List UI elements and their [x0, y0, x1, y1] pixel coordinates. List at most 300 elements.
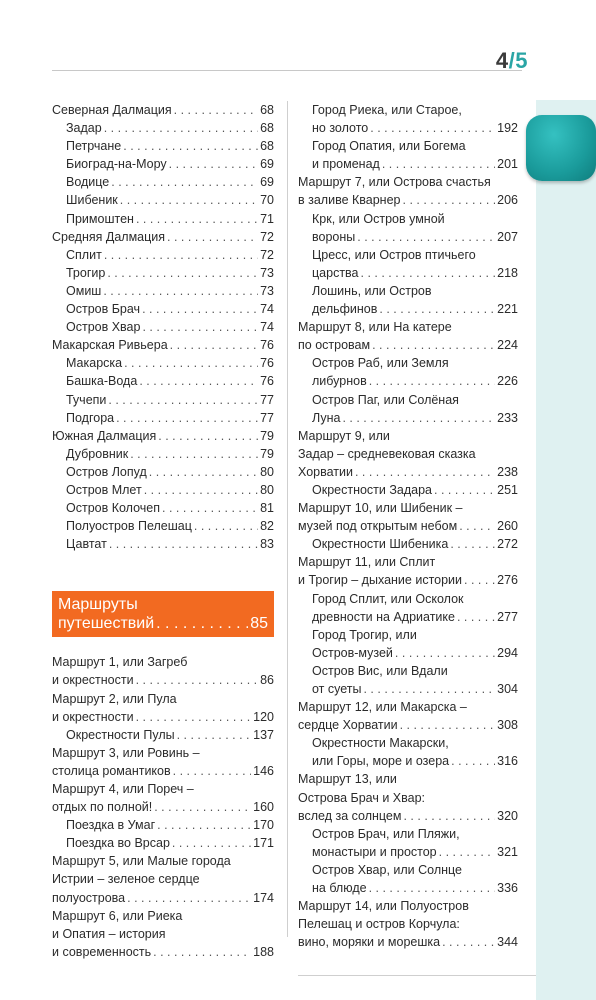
- toc-leader-dots: [120, 191, 258, 209]
- toc-entry-row: [298, 571, 518, 589]
- toc-entry-page: 238: [497, 464, 518, 479]
- toc-entry-row: [298, 372, 518, 390]
- toc-leader-dots: [104, 246, 258, 264]
- toc-entry-line: Остров Раб, или Земля: [312, 356, 449, 371]
- toc-entry-title: от суеты: [312, 682, 362, 696]
- toc-entry-page: 80: [260, 482, 274, 497]
- toc-leader-dots: [136, 671, 259, 689]
- toc-leader-dots: [154, 798, 251, 816]
- toc-entry-title: Петрчане: [66, 139, 122, 154]
- toc-entry-page: 321: [497, 844, 518, 859]
- toc-entry-title: и Трогир – дыхание истории: [298, 573, 463, 588]
- toc-entry-line: Город Сплит, или Осколок: [312, 591, 464, 606]
- toc-entry[interactable]: [52, 119, 274, 137]
- toc-entry-page: 70: [260, 193, 274, 208]
- toc-entry[interactable]: [298, 173, 518, 209]
- toc-entry[interactable]: [52, 246, 274, 264]
- toc-leader-dots: [173, 762, 252, 780]
- toc-entry-row: [298, 300, 518, 318]
- toc-entry-page: 276: [497, 573, 518, 588]
- section-title-line1: Маршруты: [58, 596, 138, 614]
- toc-entry-row: [298, 752, 518, 770]
- toc-leader-dots: [170, 336, 258, 354]
- toc-entry-row: [298, 933, 518, 951]
- toc-entry[interactable]: [298, 210, 518, 246]
- toc-entry-line: Маршрут 9, или: [298, 428, 390, 443]
- toc-leader-dots: [158, 427, 258, 445]
- toc-leader-dots: [144, 481, 258, 499]
- toc-leader-dots: [169, 155, 258, 173]
- toc-leader-dots: [403, 191, 496, 209]
- toc-entry-row: [298, 517, 518, 535]
- toc-entry-page: 277: [497, 609, 518, 624]
- toc-entry[interactable]: [298, 535, 518, 553]
- toc-entry-title: Примоштен: [66, 211, 134, 226]
- toc-entry-title: музей под открытым небом: [298, 519, 458, 534]
- toc-entry-title: Сплит: [66, 247, 102, 262]
- toc-entry[interactable]: [298, 698, 518, 734]
- toc-entry[interactable]: [52, 445, 274, 463]
- toc-entry-row: [298, 119, 518, 137]
- toc-entry-title: и окрестности: [52, 709, 134, 724]
- toc-entry[interactable]: [298, 318, 518, 354]
- toc-entry[interactable]: [52, 744, 274, 780]
- toc-entry-page: 201: [497, 157, 518, 172]
- toc-entry-title: Южная Далмация: [52, 428, 157, 443]
- toc-leader-dots: [127, 889, 251, 907]
- toc-entry[interactable]: [298, 481, 518, 499]
- toc-entry-page: 170: [253, 818, 274, 833]
- toc-entry[interactable]: [298, 282, 518, 318]
- toc-entry[interactable]: [52, 816, 274, 834]
- toc-entry-line: Маршрут 12, или Макарска –: [298, 700, 467, 715]
- toc-entry-line: Маршрут 2, или Пула: [52, 691, 177, 706]
- toc-entry-title: Остров Брач: [66, 302, 141, 317]
- toc-entry-page: 272: [497, 537, 518, 552]
- toc-entry-line: Маршрут 14, или Полуостров: [298, 899, 469, 914]
- toc-entry[interactable]: [52, 780, 274, 816]
- toc-entry-title: и окрестности: [52, 673, 134, 688]
- toc-leader-dots: [451, 752, 495, 770]
- toc-entry-title: по островам: [298, 338, 371, 353]
- toc-leader-dots: [369, 879, 496, 897]
- toc-entry-title: Остров Млет: [66, 482, 142, 497]
- toc-entry-page: 146: [253, 763, 274, 778]
- toc-entry[interactable]: [298, 137, 518, 173]
- toc-right-column: [298, 101, 518, 951]
- toc-entry-title: Окрестности Пулы: [66, 727, 175, 742]
- toc-entry-row: [298, 463, 518, 481]
- toc-leader-dots: [162, 499, 258, 517]
- toc-entry-line: Маршрут 7, или Острова счастья: [298, 175, 491, 190]
- toc-entry[interactable]: [52, 690, 274, 726]
- toc-entry-line: Пелешац и остров Корчула:: [298, 917, 460, 932]
- toc-entry-title: и променад: [312, 157, 380, 172]
- toc-entry-line: Задар – средневековая сказка: [298, 446, 476, 461]
- toc-entry-title: полуострова: [52, 890, 126, 905]
- toc-entry-line: Острова Брач и Хвар:: [298, 790, 426, 805]
- toc-entry-page: 174: [253, 890, 274, 905]
- toc-entry-page: 72: [260, 229, 274, 244]
- toc-entry-page: 218: [497, 265, 518, 280]
- toc-leader-dots: [103, 282, 258, 300]
- toc-entry-page: 86: [260, 673, 274, 688]
- toc-entry[interactable]: [52, 372, 274, 390]
- toc-entry[interactable]: [298, 626, 518, 662]
- toc-entry-line: Остров Вис, или Вдали: [312, 663, 448, 678]
- toc-entry-line: Окрестности Макарски,: [312, 736, 449, 751]
- toc-entry[interactable]: [298, 825, 518, 861]
- toc-entry-page: 80: [260, 464, 274, 479]
- toc-entry-title: Макарска: [66, 356, 123, 371]
- toc-entry[interactable]: [52, 517, 274, 535]
- toc-entry-row: [52, 671, 274, 689]
- toc-entry-row: [298, 716, 518, 734]
- toc-leader-dots: [136, 708, 252, 726]
- toc-entry[interactable]: [52, 318, 274, 336]
- toc-entry-page: 336: [497, 881, 518, 896]
- toc-entry[interactable]: [52, 852, 274, 906]
- toc-leader-dots: [142, 318, 258, 336]
- toc-entry-page: 251: [497, 482, 518, 497]
- toc-entry-page: 77: [260, 410, 274, 425]
- toc-entry-title: либурнов: [312, 374, 367, 389]
- toc-entry[interactable]: [52, 191, 274, 209]
- toc-entry[interactable]: [298, 734, 518, 770]
- toc-entry-page: 224: [497, 338, 518, 353]
- toc-entry-page: 69: [260, 175, 274, 190]
- toc-entry-title: Омиш: [66, 283, 102, 298]
- toc-entry[interactable]: [298, 499, 518, 535]
- chapter-tab-button[interactable]: [526, 115, 596, 181]
- toc-leader-dots: [123, 137, 258, 155]
- toc-entry[interactable]: [52, 101, 274, 119]
- toc-entry-title: Поездка в Умаг: [66, 818, 156, 833]
- toc-entry-page: 83: [260, 537, 274, 552]
- toc-entry[interactable]: [52, 300, 274, 318]
- toc-entry-line: Маршрут 13, или: [298, 772, 397, 787]
- toc-entry-page: 192: [497, 121, 518, 136]
- toc-entry[interactable]: [52, 282, 274, 300]
- toc-entry-row: [298, 608, 518, 626]
- toc-entry-row: [52, 726, 274, 744]
- toc-leader-dots: [107, 264, 258, 282]
- toc-entry-line: Маршрут 6, или Риека: [52, 908, 183, 923]
- toc-entry-title: Шибеник: [66, 193, 118, 208]
- toc-leader-dots: [172, 834, 251, 852]
- toc-entry-row: [298, 644, 518, 662]
- toc-leader-dots: [400, 716, 496, 734]
- toc-leader-dots: [124, 354, 258, 372]
- toc-entry-page: 188: [253, 944, 274, 959]
- toc-leader-dots: [167, 228, 258, 246]
- toc-entry[interactable]: [298, 427, 518, 481]
- toc-entry[interactable]: [52, 834, 274, 852]
- toc-entry-title: вслед за солнцем: [298, 808, 402, 823]
- toc-leader-dots: [459, 517, 495, 535]
- toc-entry-title: в заливе Кварнер: [298, 193, 401, 208]
- toc-entry-row: [298, 228, 518, 246]
- toc-entry[interactable]: [298, 553, 518, 589]
- toc-entry-title: Биоград-на-Мору: [66, 157, 167, 172]
- toc-leader-dots: [403, 807, 495, 825]
- toc-entry[interactable]: [298, 101, 518, 137]
- toc-entry[interactable]: [298, 662, 518, 698]
- toc-leader-dots: [174, 101, 258, 119]
- toc-entry[interactable]: [52, 137, 274, 155]
- toc-entry-page: 79: [260, 428, 274, 443]
- toc-entry-line: Остров Брач, или Пляжи,: [312, 826, 460, 841]
- toc-entry-page: 294: [497, 645, 518, 660]
- toc-entry-line: Остров Хвар, или Солнце: [312, 862, 463, 877]
- toc-entry-row: [298, 879, 518, 897]
- toc-entry[interactable]: [298, 770, 518, 824]
- toc-leader-dots: [370, 119, 495, 137]
- toc-entry-title: Хорватии: [298, 464, 353, 479]
- toc-entry-title: монастыри и простор: [312, 844, 437, 859]
- toc-entry-line: Истрии – зеленое сердце: [52, 872, 200, 887]
- toc-entry-title: Задар: [66, 121, 102, 136]
- toc-entry-row: [52, 798, 274, 816]
- toc-entry[interactable]: [298, 897, 518, 951]
- toc-entry-page: 320: [497, 808, 518, 823]
- toc-entry-page: 74: [260, 320, 274, 335]
- toc-leader-dots: [439, 843, 496, 861]
- toc-entry[interactable]: [52, 653, 274, 689]
- toc-entry-row: [52, 708, 274, 726]
- toc-leader-dots: [104, 119, 258, 137]
- toc-entry-page: 344: [497, 935, 518, 950]
- section-title-line2: путешествий: [58, 615, 155, 633]
- toc-entry[interactable]: [52, 354, 274, 372]
- toc-entry-row: [52, 834, 274, 852]
- toc-leader-dots: [363, 680, 495, 698]
- toc-entry-title: но золото: [312, 121, 369, 136]
- toc-entry[interactable]: [52, 481, 274, 499]
- toc-entry-page: 74: [260, 302, 274, 317]
- toc-entry-title: Северная Далмация: [52, 103, 172, 117]
- section-page: 85: [250, 615, 268, 633]
- toc-entry-page: 79: [260, 446, 274, 461]
- toc-entry-title: Окрестности Шибеника: [312, 537, 449, 552]
- toc-entry-line: Маршрут 4, или Пореч –: [52, 782, 194, 796]
- toc-entry-title: или Горы, море и озера: [312, 754, 450, 769]
- toc-entry-row: [298, 680, 518, 698]
- toc-entry-row: [298, 155, 518, 173]
- toc-leader-dots: [369, 372, 495, 390]
- toc-entry-line: Город Опатия, или Богема: [312, 139, 466, 154]
- toc-entry-line: Город Трогир, или: [312, 627, 417, 642]
- toc-entry-line: и Опатия – история: [52, 926, 166, 941]
- toc-entry-line: Маршрут 3, или Ровинь –: [52, 745, 200, 760]
- toc-entry-line: Маршрут 1, или Загреб: [52, 655, 188, 670]
- toc-leader-dots: [355, 463, 495, 481]
- toc-leader-dots: [464, 571, 495, 589]
- toc-entry-row: [298, 191, 518, 209]
- toc-entry[interactable]: [52, 907, 274, 961]
- toc-entry[interactable]: [52, 463, 274, 481]
- toc-leader-dots: [139, 372, 258, 390]
- toc-leader-dots: [372, 336, 495, 354]
- toc-leader-dots: [382, 155, 495, 173]
- toc-entry-page: 76: [260, 374, 274, 389]
- toc-entry-title: Остров-музей: [312, 645, 393, 660]
- toc-entry[interactable]: [52, 264, 274, 282]
- toc-leader-dots: [361, 264, 496, 282]
- toc-entry-page: 71: [260, 211, 274, 226]
- toc-entry-page: 77: [260, 392, 274, 407]
- toc-leader-dots: [109, 535, 258, 553]
- toc-entry-line: Крк, или Остров умной: [312, 211, 445, 226]
- toc-entry-title: Остров Лопуд: [66, 464, 147, 479]
- toc-leader-dots: [357, 228, 495, 246]
- toc-entry-title: и современность: [52, 944, 152, 959]
- toc-entry-title: Дубровник: [66, 446, 129, 461]
- toc-leader-dots: [108, 391, 258, 409]
- toc-entry-line: Город Риека, или Старое,: [312, 103, 462, 117]
- toc-entry-page: 316: [497, 754, 518, 769]
- toc-entry-row: [52, 762, 274, 780]
- toc-entry-page: 73: [260, 265, 274, 280]
- toc-entry-row: [298, 481, 518, 499]
- toc-entry[interactable]: [52, 173, 274, 191]
- toc-leader-dots: [177, 726, 252, 744]
- toc-entry-row: [298, 336, 518, 354]
- toc-entry-title: вороны: [312, 229, 356, 244]
- toc-entry[interactable]: [52, 535, 274, 553]
- toc-entry[interactable]: [52, 391, 274, 409]
- toc-entry-page: 73: [260, 283, 274, 298]
- toc-entry-row: [52, 943, 274, 961]
- toc-entry-page: 68: [260, 103, 274, 117]
- toc-leader-dots: [130, 445, 258, 463]
- toc-entry-page: 82: [260, 519, 274, 534]
- toc-entry-page: 171: [253, 836, 274, 851]
- toc-entry-title: Подгора: [66, 410, 115, 425]
- toc-entry-row: [298, 843, 518, 861]
- side-tab-strip: [536, 100, 596, 1000]
- toc-entry-title: Водице: [66, 175, 110, 190]
- toc-entry-line: Лошинь, или Остров: [312, 283, 432, 298]
- toc-entry[interactable]: [52, 499, 274, 517]
- toc-entry[interactable]: [298, 391, 518, 427]
- toc-entry-page: 76: [260, 356, 274, 371]
- toc-entry-page: 68: [260, 139, 274, 154]
- toc-entry-line: Маршрут 11, или Сплит: [298, 555, 436, 570]
- toc-entry-row: [298, 264, 518, 282]
- column-divider: [287, 101, 288, 937]
- toc-entry-line: Остров Паг, или Солёная: [312, 392, 459, 407]
- toc-leader-dots: [434, 481, 495, 499]
- toc-entry-title: сердце Хорватии: [298, 718, 398, 733]
- toc-leader-dots: [395, 644, 495, 662]
- toc-entry-line: Маршрут 5, или Малые города: [52, 854, 231, 869]
- toc-entry[interactable]: [52, 726, 274, 744]
- toc-leader-dots: [142, 300, 258, 318]
- toc-entry-title: Полуостров Пелешац: [66, 519, 192, 534]
- toc-entry-page: 308: [497, 718, 518, 733]
- toc-entry[interactable]: [298, 246, 518, 282]
- toc-entry-title: Остров Колочеп: [66, 501, 161, 516]
- toc-leader-dots: [136, 210, 258, 228]
- toc-entry-title: Луна: [312, 410, 341, 425]
- toc-leader-dots: [149, 463, 258, 481]
- toc-entry-row: [298, 807, 518, 825]
- toc-entry-row: [52, 816, 274, 834]
- toc-entry[interactable]: [298, 590, 518, 626]
- toc-leader-dots: [116, 409, 258, 427]
- toc-entry[interactable]: [52, 336, 274, 354]
- toc-entry-title: столица романтиков: [52, 763, 171, 778]
- toc-entry-title: Поездка во Врсар: [66, 836, 170, 851]
- toc-entry-page: 260: [497, 519, 518, 534]
- toc-entry-title: Тучепи: [66, 392, 107, 407]
- toc-entry-title: дельфинов: [312, 302, 378, 317]
- toc-leader-dots: [457, 608, 495, 626]
- toc-entry-line: Маршрут 8, или На катере: [298, 320, 452, 335]
- bottom-divider: [298, 975, 536, 976]
- toc-leader-dots: [442, 933, 495, 951]
- toc-entry-line: Цресс, или Остров птичьего: [312, 247, 476, 262]
- toc-entry-title: на блюде: [312, 881, 367, 896]
- toc-entry-row: [52, 889, 274, 907]
- toc-entry[interactable]: [298, 861, 518, 897]
- toc-entry-row: [298, 535, 518, 553]
- toc-leader-dots: [450, 535, 495, 553]
- toc-entry-line: Маршрут 10, или Шибеник –: [298, 501, 463, 516]
- page-total: 5: [515, 48, 528, 73]
- toc-entry-page: 226: [497, 374, 518, 389]
- toc-entry[interactable]: [298, 354, 518, 390]
- toc-entry[interactable]: [52, 409, 274, 427]
- toc-entry-page: 137: [253, 727, 274, 742]
- toc-entry-title: царства: [312, 265, 359, 280]
- toc-entry-page: 68: [260, 121, 274, 136]
- toc-entry[interactable]: [52, 427, 274, 445]
- page-current: 4: [495, 48, 509, 73]
- toc-entry-title: Башка-Вода: [66, 374, 138, 389]
- toc-entry-title: Окрестности Задара: [312, 482, 433, 497]
- toc-entry[interactable]: [52, 155, 274, 173]
- toc-entry-title: отдых по полной!: [52, 800, 153, 815]
- toc-entry-page: 76: [260, 338, 274, 353]
- toc-left-column: [52, 101, 274, 961]
- toc-group-regions: [52, 101, 274, 553]
- toc-entry-page: 69: [260, 157, 274, 172]
- toc-entry[interactable]: [52, 228, 274, 246]
- toc-entry-title: Трогир: [66, 265, 106, 280]
- section-heading-routes[interactable]: [52, 591, 274, 637]
- top-divider: [52, 70, 522, 71]
- toc-entry[interactable]: [52, 210, 274, 228]
- toc-entry-page: 304: [497, 682, 518, 696]
- toc-leader-dots: [111, 173, 258, 191]
- toc-leader-dots: [157, 816, 251, 834]
- toc-entry-page: 207: [497, 229, 518, 244]
- toc-entry-page: 221: [497, 302, 518, 317]
- toc-group-routes: [52, 653, 274, 961]
- toc-entry-title: Остров Хвар: [66, 320, 141, 335]
- page-indicator: [496, 48, 528, 74]
- toc-entry-title: Макарская Ривьера: [52, 338, 168, 353]
- toc-entry-page: 81: [260, 501, 274, 516]
- toc-leader-dots: [194, 517, 258, 535]
- toc-entry-page: 120: [253, 709, 274, 724]
- toc-entry-title: Цавтат: [66, 537, 107, 552]
- toc-entry-page: 72: [260, 247, 274, 262]
- toc-entry-page: 160: [253, 800, 274, 815]
- toc-entry-page: 206: [497, 193, 518, 208]
